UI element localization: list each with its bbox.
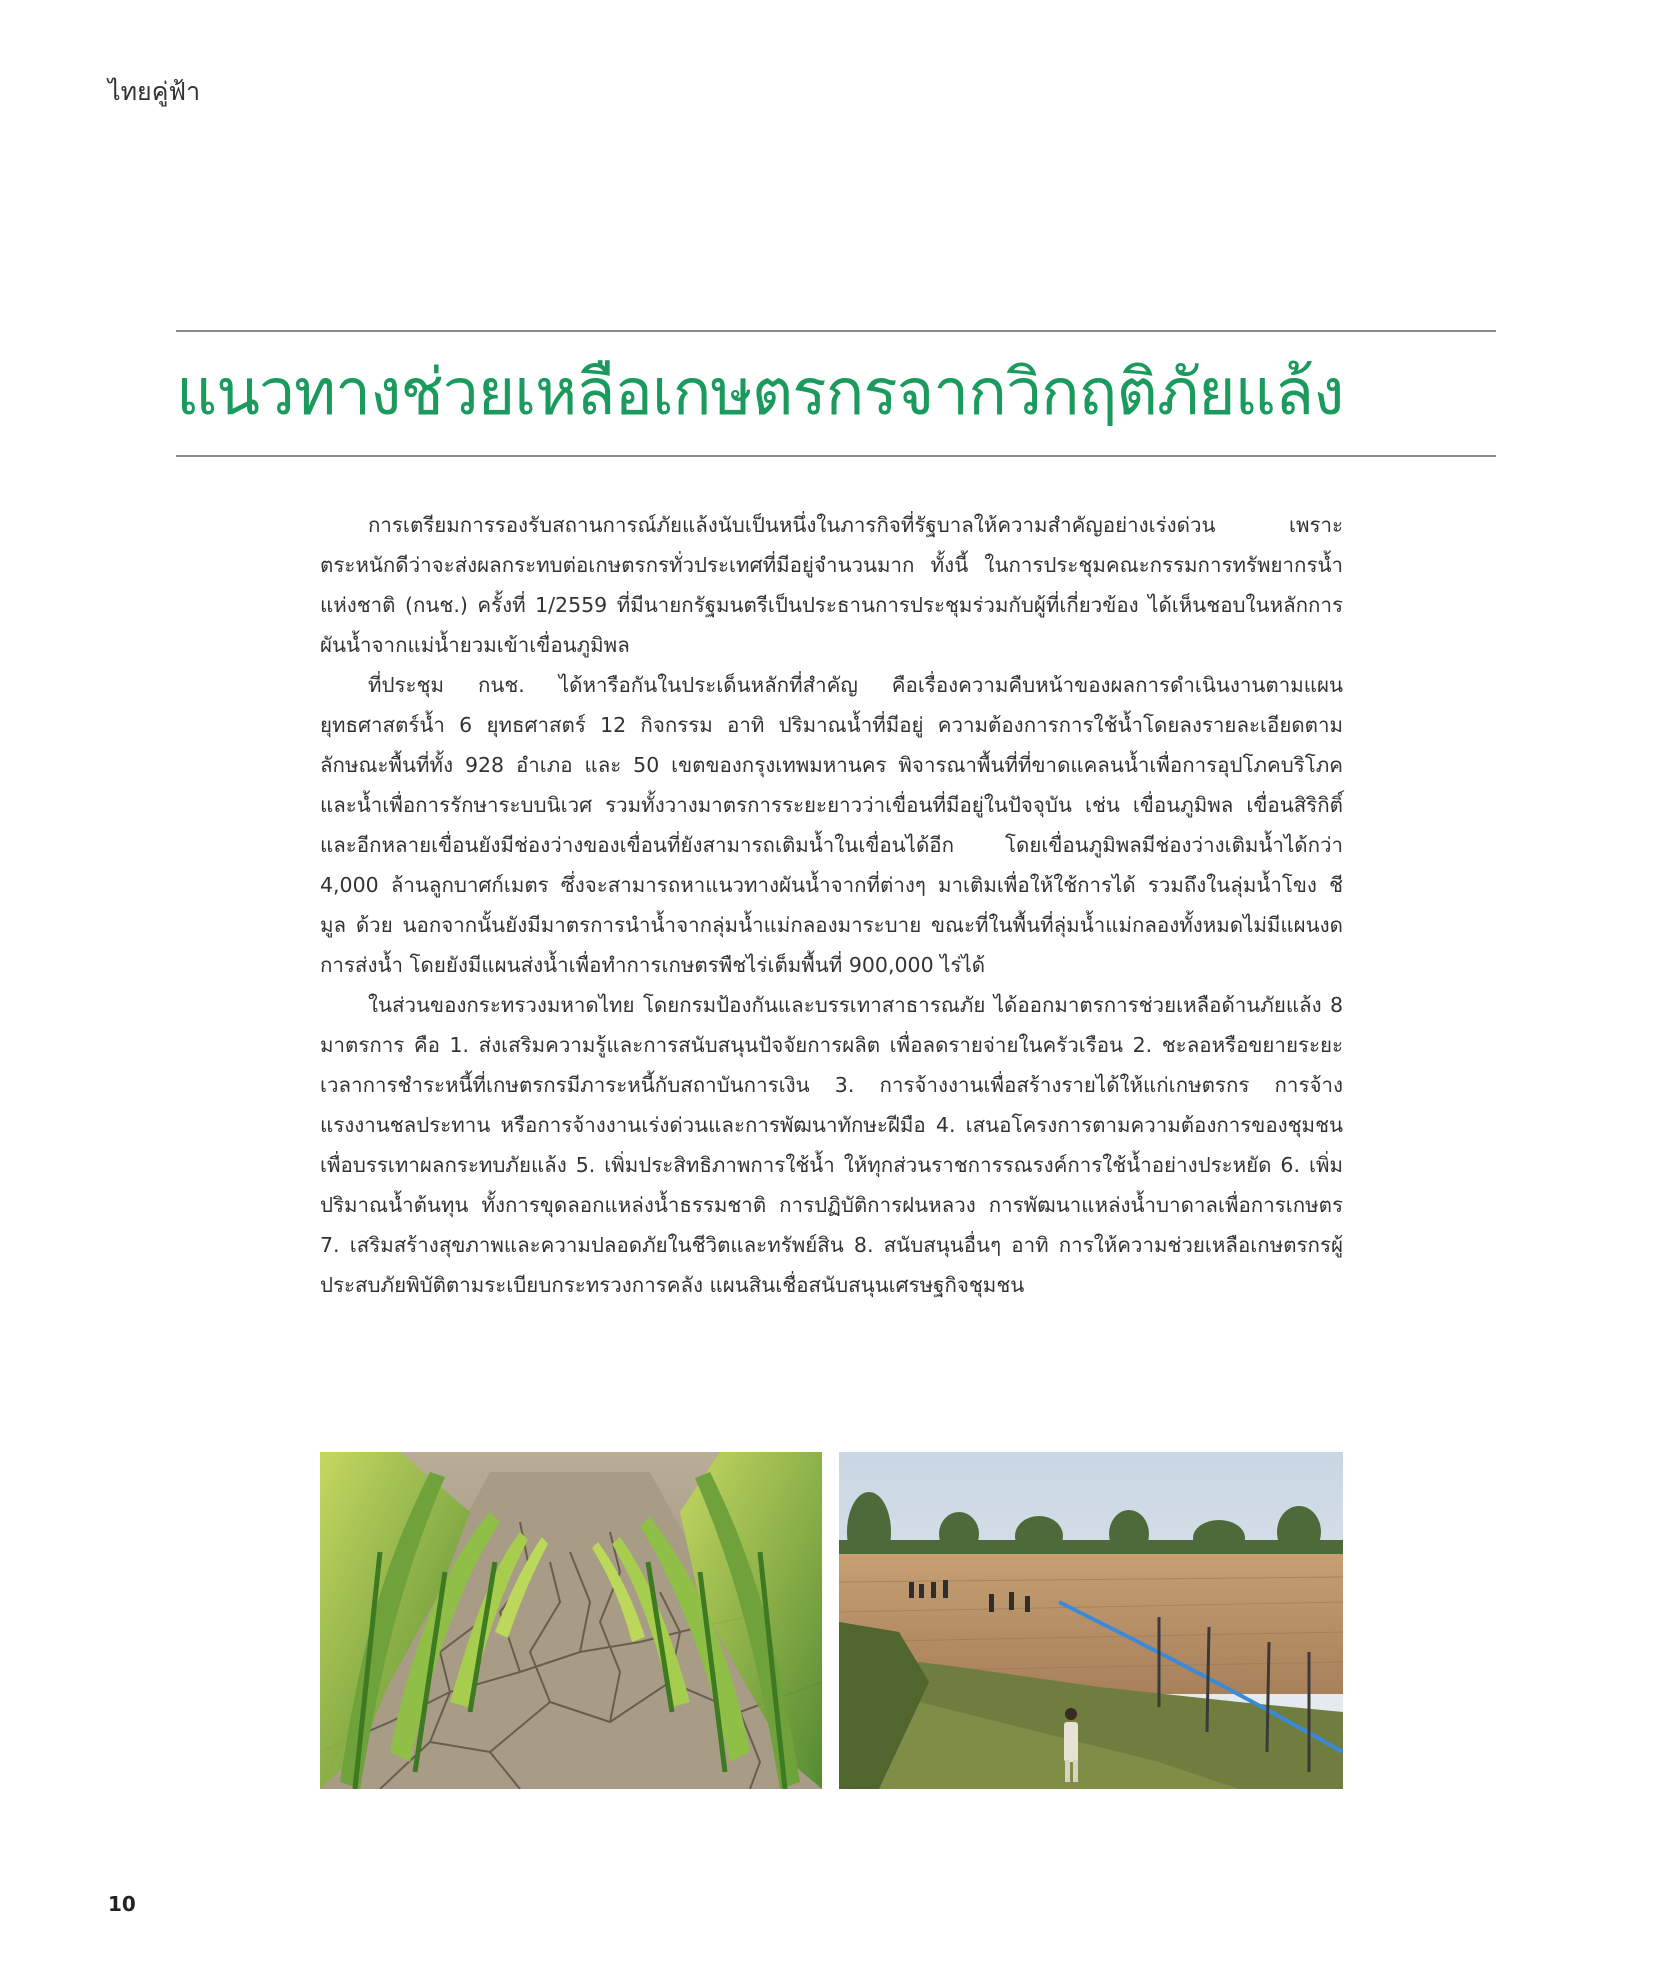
article-body <box>320 505 1343 1305</box>
title-rule-top <box>176 330 1496 332</box>
article-title: แนวทางช่วยเหลือเกษตรกรจากวิกฤติภัยแล้ง <box>176 356 1344 430</box>
photo-dry-reservoir <box>839 1452 1343 1789</box>
title-rule-bottom <box>176 455 1496 457</box>
article-paragraph-1: การเตรียมการรองรับสถานการณ์ภัยแล้งนับเป็นหนึ่งในภารกิจที่รัฐบาลให้ความสำคัญอย่างเร่งด่วน เพราะตระหนักดีว่าจะส่งผลกระทบต่อเกษตรกรทั่วประเทศที่มีอยู่จำนวนมาก ทั้งนี้ ในการประชุมคณะกรรมการทรัพยากรน้ำแห่งชาติ (กนช.) ครั้งที่ 1/2559 ที่มีนายกรัฐมนตรีเป็นประธานการประชุมร่วมกับผู้ที่เกี่ยวข้อง ได้เห็นชอบในหลักการผันน้ำจากแม่น้ำยวมเข้าเขื่อนภูมิพล <box>320 513 1343 657</box>
page-number: 10 <box>108 1892 136 1916</box>
article-paragraph-3: ในส่วนของกระทรวงมหาดไทย โดยกรมป้องกันและบรรเทาสาธารณภัย ได้ออกมาตรการช่วยเหลือด้านภัยแล้ง 8 มาตรการ คือ 1. ส่งเสริมความรู้และการสนับสนุนปัจจัยการผลิต เพื่อลดรายจ่ายในครัวเรือน 2. ชะลอหรือขยายระยะเวลาการชำระหนี้ที่เกษตรกรมีภาระหนี้กับสถาบันการเงิน 3. การจ้างงานเพื่อสร้างรายได้ให้แก่เกษตรกร การจ้างแรงงานชลประทาน หรือการจ้างงานเร่งด่วนและการพัฒนาทักษะฝีมือ 4. เสนอโครงการตามความต้องการของชุมชน เพื่อบรรเทาผลกระทบภัยแล้ง 5. เพิ่มประสิทธิภาพการใช้น้ำ ให้ทุกส่วนราชการรณรงค์การใช้น้ำอย่างประหยัด 6. เพิ่มปริมาณน้ำต้นทุน ทั้งการขุดลอกแหล่งน้ำธรรมชาติ การปฏิบัติการฝนหลวง การพัฒนาแหล่งน้ำบาดาลเพื่อการเกษตร 7. เสริมสร้างสุขภาพและความปลอดภัยในชีวิตและทรัพย์สิน 8. สนับสนุนอื่นๆ อาทิ การให้ความช่วยเหลือเกษตรกรผู้ประสบภัยพิบัติตามระเบียบกระทรวงการคลัง แผนสินเชื่อสนับสนุนเศรษฐกิจชุมชน <box>320 993 1343 1297</box>
section-label: ไทยคู่ฟ้า <box>108 77 201 106</box>
photo-cracked-soil-corn <box>320 1452 822 1789</box>
article-paragraph-2: ที่ประชุม กนช. ได้หารือกันในประเด็นหลักที่สำคัญ คือเรื่องความคืบหน้าของผลการดำเนินงานตามแผนยุทธศาสตร์น้ำ 6 ยุทธศาสตร์ 12 กิจกรรม อาทิ ปริมาณน้ำที่มีอยู่ ความต้องการการใช้น้ำโดยลงรายละเอียดตามลักษณะพื้นที่ทั้ง 928 อำเภอ และ 50 เขตของกรุงเทพมหานคร พิจารณาพื้นที่ที่ขาดแคลนน้ำเพื่อการอุปโภคบริโภค และน้ำเพื่อการรักษาระบบนิเวศ รวมทั้งวางมาตรการระยะยาวว่าเขื่อนที่มีอยู่ในปัจจุบัน เช่น เขื่อนภูมิพล เขื่อนสิริกิติ์ และอีกหลายเขื่อนยังมีช่องว่างของเขื่อนที่ยังสามารถเติมน้ำในเขื่อนได้อีก โดยเขื่อนภูมิพลมีช่องว่างเติมน้ำได้กว่า 4,000 ล้านลูกบาศก์เมตร ซึ่งจะสามารถหาแนวทางผันน้ำจากที่ต่างๆ มาเติมเพื่อให้ใช้การได้ รวมถึงในลุ่มน้ำโขง ชี มูล ด้วย นอกจากนั้นยังมีมาตรการนำน้ำจากลุ่มน้ำแม่กลองมาระบาย ขณะที่ในพื้นที่ลุ่มน้ำแม่กลองทั้งหมดไม่มีแผนงดการส่งน้ำ โดยยังมีแผนส่งน้ำเพื่อทำการเกษตรพืชไร่เต็มพื้นที่ 900,000 ไร่ได้ <box>320 673 1343 977</box>
